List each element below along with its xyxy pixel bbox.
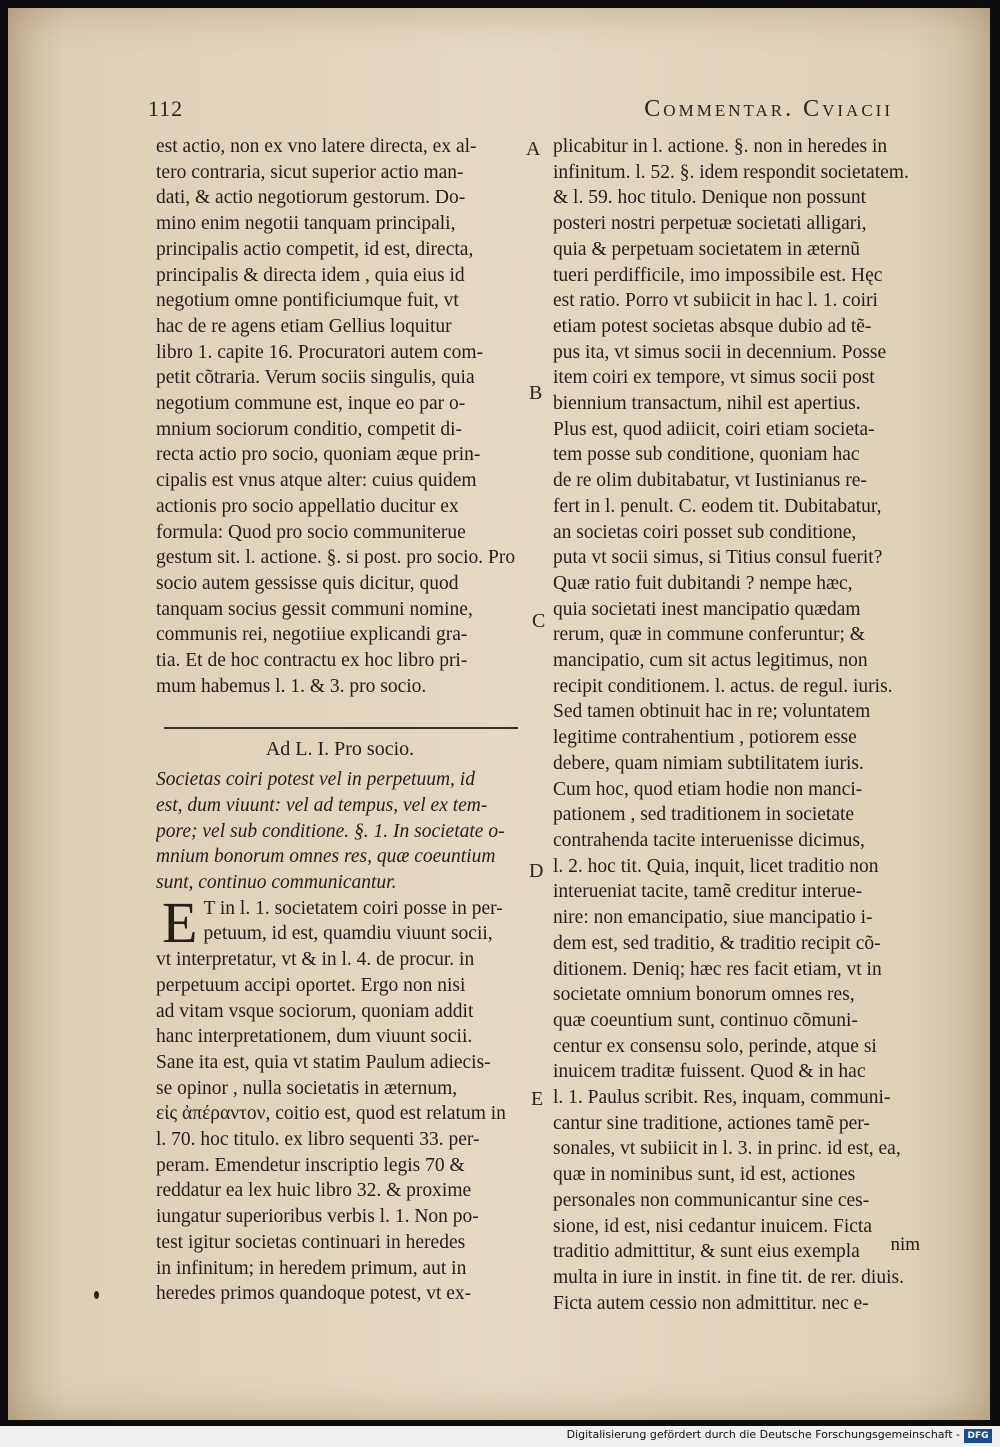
text-line: negotium commune est, inque eo par o- bbox=[156, 393, 466, 415]
footer-credit: Digitalisierung gefördert durch die Deutsche Forschungsgemeinschaft - bbox=[566, 1428, 960, 1441]
text-line: gestum sit. l. actione. §. si post. pro socio. Pro bbox=[156, 547, 516, 569]
margin-letter-d: D bbox=[529, 860, 544, 882]
text-line: socio autem gessisse quis dicitur, quod bbox=[156, 572, 459, 594]
left-column-text-bottom bbox=[156, 889, 524, 1307]
text-line: dem est, sed traditio, & traditio recipit cõ- bbox=[553, 932, 881, 954]
text-line: Societas coiri potest vel in perpetuum, id bbox=[156, 769, 475, 791]
text-line: sione, id est, nisi cedantur inuicem. Ficta bbox=[553, 1215, 872, 1237]
text-line: personales non communicantur sine ces- bbox=[553, 1189, 870, 1211]
text-line: mino enim negotii tanquam principali, bbox=[156, 213, 456, 235]
text-line: Ficta autem cessio non admittitur. nec e- bbox=[553, 1292, 869, 1314]
text-line: T in l. 1. societatem coiri posse in per- bbox=[203, 897, 503, 919]
text-line: Cum hoc, quod etiam hodie non manci- bbox=[553, 778, 863, 800]
text-line: tero contraria, sicut superior actio man- bbox=[156, 161, 464, 183]
text-line: l. 70. hoc titulo. ex libro sequenti 33. per- bbox=[156, 1129, 480, 1151]
text-line: contrahenda tacite interuenisse dicimus, bbox=[553, 829, 865, 851]
text-line: tia. Et de hoc contractu ex hoc libro pri- bbox=[156, 650, 468, 672]
text-line: plicabitur in l. actione. §. non in heredes in bbox=[553, 136, 888, 157]
dfg-logo-icon: DFG bbox=[964, 1429, 992, 1443]
text-line: pationem , sed traditionem in societate bbox=[553, 804, 855, 826]
right-column-text bbox=[553, 134, 938, 1316]
text-line: petit cõtraria. Verum sociis singulis, quia bbox=[156, 367, 475, 389]
text-line: petuum, id est, quamdiu viuunt socii, bbox=[203, 923, 493, 945]
text-line: principalis actio competit, id est, directa, bbox=[156, 238, 474, 260]
text-line: infinitum. l. 52. §. idem respondit societatem. bbox=[553, 161, 909, 183]
text-line: tem posse sub conditione, quoniam hac bbox=[553, 444, 860, 466]
text-line: debere, quam nimiam subtilitatem iuris. bbox=[553, 752, 864, 774]
text-line: communis rei, negotiiue explicandi gra- bbox=[156, 624, 468, 646]
text-line: mnium bonorum omnes res, quæ coeuntium bbox=[156, 846, 496, 868]
page-header bbox=[148, 96, 893, 126]
right-column bbox=[553, 134, 938, 1316]
text-line: mancipatio, cum sit actus legitimus, non bbox=[553, 650, 868, 672]
margin-letter-c: C bbox=[532, 610, 546, 632]
text-line: reddatur ea lex huic libro 32. & proxime bbox=[156, 1180, 472, 1202]
text-line: fert in l. penult. C. eodem tit. Dubitabatur, bbox=[553, 495, 882, 517]
lemma-text bbox=[156, 767, 524, 896]
text-line: est actio, non ex vno latere directa, ex al- bbox=[156, 136, 477, 157]
text-line: quia societati inest mancipatio quædam bbox=[553, 598, 861, 620]
text-line: Plus est, quod adiicit, coiri etiam societa- bbox=[553, 418, 875, 440]
ink-blot bbox=[94, 1291, 99, 1299]
left-column bbox=[156, 134, 524, 1307]
running-head: Commentar. Cviacii bbox=[644, 96, 893, 122]
text-line: recta actio pro socio, quoniam æque prin- bbox=[156, 444, 481, 466]
text-line: l. 1. Paulus scribit. Res, inquam, communi- bbox=[553, 1087, 891, 1109]
text-line: nire: non emancipatio, siue mancipatio i- bbox=[553, 907, 873, 929]
book-page bbox=[8, 8, 990, 1420]
text-line: se opinor , nulla societatis in æternum, bbox=[156, 1077, 458, 1099]
text-line: quia & perpetuam societatem in æternũ bbox=[553, 238, 861, 260]
text-line: perpetuum accipi oportet. Ergo non nisi bbox=[156, 974, 466, 996]
text-line: de re olim dubitabatur, vt Iustinianus re- bbox=[553, 470, 867, 492]
text-line: vt interpretatur, vt & in l. 4. de procur. in bbox=[156, 949, 475, 971]
text-line: mnium sociorum conditio, competit di- bbox=[156, 418, 463, 440]
text-line: actionis pro socio appellatio ducitur ex bbox=[156, 495, 459, 517]
text-line: legitime contrahentium , potiorem esse bbox=[553, 727, 857, 749]
text-line: item coiri ex tempore, vt simus socii post bbox=[553, 367, 875, 389]
section-title: Ad L. I. Pro socio. bbox=[265, 738, 415, 761]
folio-number: 112 bbox=[148, 96, 184, 121]
text-line: centur ex consensu solo, perinde, atque si bbox=[553, 1035, 877, 1057]
text-line: ditionem. Deniq; hæc res facit etiam, vt in bbox=[553, 958, 882, 980]
text-line: societate omnium bonorum omnes res, bbox=[553, 984, 855, 1006]
text-line: & l. 59. hoc titulo. Denique non possunt bbox=[553, 187, 867, 209]
text-line: traditio admittitur, & sunt eius exempla bbox=[553, 1241, 860, 1263]
text-line: negotium omne pontificiumque fuit, vt bbox=[156, 290, 459, 312]
text-line: quæ in nominibus sunt, id est, actiones bbox=[553, 1164, 856, 1186]
text-line: pore; vel sub conditione. §. 1. In societate o- bbox=[156, 820, 505, 842]
margin-letter-a: A bbox=[526, 138, 541, 160]
text-line: posteri nostri perpetuæ societati alligari, bbox=[553, 213, 867, 235]
text-line: tanquam socius gessit communi nomine, bbox=[156, 598, 473, 620]
text-line: quæ coeuntium sunt, continuo cõmuni- bbox=[553, 1009, 858, 1031]
text-line: pus ita, vt simus socii in decennium. Posse bbox=[553, 341, 887, 363]
text-line: sunt, continuo communicantur. bbox=[156, 871, 397, 893]
text-line: multa in iure in instit. in fine tit. de rer. diuis. bbox=[553, 1266, 904, 1288]
text-line: an societas coiri posset sub conditione, bbox=[553, 521, 857, 543]
left-column-text-top bbox=[156, 134, 524, 699]
catchword: nim bbox=[890, 1234, 920, 1255]
text-line: cantur sine traditione, actiones tamẽ per- bbox=[553, 1112, 870, 1134]
text-line: biennium transactum, nihil est apertius. bbox=[553, 393, 861, 415]
text-line: etiam potest societas absque dubio ad tẽ- bbox=[553, 315, 872, 337]
text-line: formula: Quod pro socio communiterue bbox=[156, 521, 466, 543]
text-line: puta vt socii simus, si Titius consul fuerit? bbox=[553, 547, 883, 569]
text-line: inuicem traditæ fuissent. Quod & in hac bbox=[553, 1061, 866, 1083]
text-line: in infinitum; in heredem primum, aut in bbox=[156, 1257, 467, 1279]
text-line: libro 1. capite 16. Procuratori autem com- bbox=[156, 341, 484, 363]
text-line: hac de re agens etiam Gellius loquitur bbox=[156, 315, 452, 337]
text-line: est, dum viuunt: vel ad tempus, vel ex tem- bbox=[156, 794, 488, 816]
text-line: Quæ ratio fuit dubitandi ? nempe hæc, bbox=[553, 572, 853, 594]
text-line: mum habemus l. 1. & 3. pro socio. bbox=[156, 675, 427, 697]
text-line: recipit conditionem. l. actus. de regul. iuris. bbox=[553, 675, 893, 697]
section-divider bbox=[164, 727, 518, 729]
text-line: rerum, quæ in commune conferuntur; & bbox=[553, 624, 865, 646]
text-line: test igitur societas continuari in heredes bbox=[156, 1231, 466, 1253]
text-line: dati, & actio negotiorum gestorum. Do- bbox=[156, 187, 466, 209]
text-line: εἰς ἀπέραντον, coitio est, quod est relatum in bbox=[156, 1103, 506, 1125]
text-line: principalis & directa idem , quia eius id bbox=[156, 264, 465, 286]
text-line: est ratio. Porro vt subiicit in hac l. 1. coiri bbox=[553, 290, 878, 312]
margin-letter-b: B bbox=[529, 382, 543, 404]
text-line: Sed tamen obtinuit hac in re; voluntatem bbox=[553, 701, 871, 723]
text-line: ad vitam vsque sociorum, quoniam addit bbox=[156, 1000, 474, 1022]
text-line: sonales, vt subiicit in l. 3. in princ. id est, ea, bbox=[553, 1138, 901, 1160]
digitization-footer bbox=[0, 1426, 1000, 1447]
text-line: heredes primos quandoque potest, vt ex- bbox=[156, 1283, 472, 1305]
drop-capital: E bbox=[162, 889, 198, 955]
text-line: iungatur superioribus verbis l. 1. Non po- bbox=[156, 1206, 479, 1228]
text-line: Sane ita est, quia vt statim Paulum adiecis- bbox=[156, 1051, 491, 1073]
text-line: l. 2. hoc tit. Quia, inquit, licet traditio non bbox=[553, 855, 879, 877]
text-line: cipalis est vnus atque alter: cuius quidem bbox=[156, 470, 477, 492]
margin-letter-e: E bbox=[531, 1088, 544, 1110]
text-line: peram. Emendetur inscriptio legis 70 & bbox=[156, 1154, 465, 1176]
text-line: interueniat tacite, tamẽ creditur interue- bbox=[553, 881, 863, 903]
text-line: hanc interpretationem, dum viuunt socii. bbox=[156, 1026, 473, 1048]
text-line: tueri perdifficile, imo impossibile est. Hęc bbox=[553, 264, 883, 286]
